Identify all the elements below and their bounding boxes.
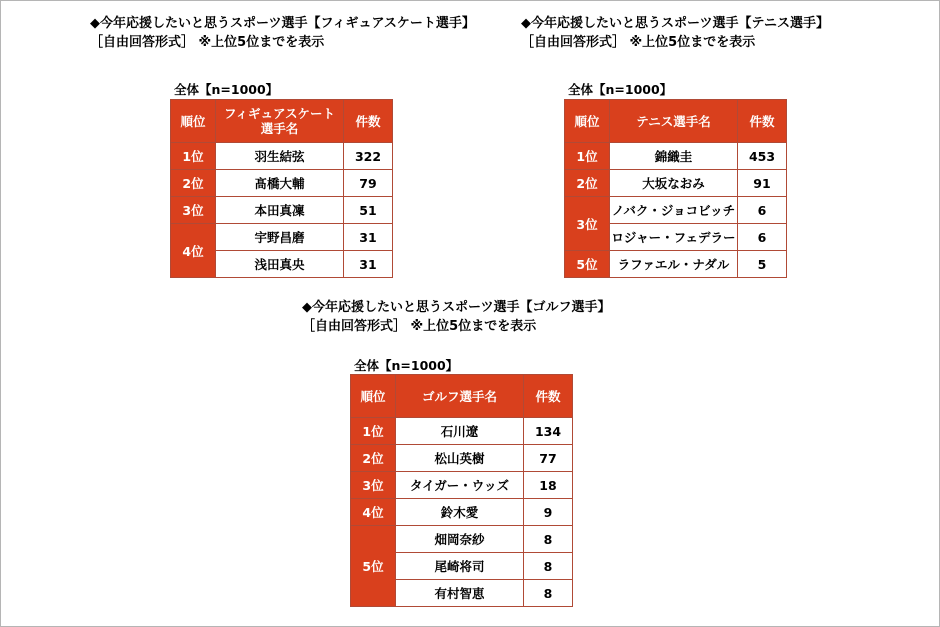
player-name-cell: 大坂なおみ [610,170,738,197]
player-name-cell: 尾崎将司 [396,553,524,580]
count-cell: 18 [524,472,573,499]
rank-header: 順位 [351,375,396,418]
player-name-cell: 本田真凜 [216,197,344,224]
figure-skating-table [170,99,393,278]
rank-cell: 3位 [171,197,216,224]
count-header: 件数 [344,100,393,143]
count-header: 件数 [738,100,787,143]
player-name-cell: 畑岡奈紗 [396,526,524,553]
rank-cell: 1位 [171,143,216,170]
table-header-row [351,375,573,418]
table-header-row [565,100,787,143]
count-cell: 8 [524,553,573,580]
tennis-heading: ◆今年応援したいと思うスポーツ選手【テニス選手】 [521,16,829,31]
count-cell: 8 [524,580,573,607]
table-row [565,251,787,278]
player-name-cell: ロジャー・フェデラー [610,224,738,251]
golf-total: 全体【n=1000】 [354,358,459,373]
tennis-section [521,14,829,52]
table-row [351,472,573,499]
table-row [351,418,573,445]
player-name-header-line1: フィギュアスケート [223,106,335,121]
rank-cell: 1位 [565,143,610,170]
table-row [171,224,393,251]
player-name-header: ゴルフ選手名 [396,375,524,418]
table-row [565,197,787,224]
player-name-cell: 浅田真央 [216,251,344,278]
player-name-cell: 松山英樹 [396,445,524,472]
rank-cell: 5位 [565,251,610,278]
rank-cell: 3位 [565,197,610,251]
golf-table [350,374,573,607]
player-name-cell: 有村智恵 [396,580,524,607]
count-cell: 6 [738,224,787,251]
count-cell: 134 [524,418,573,445]
count-cell: 79 [344,170,393,197]
count-header: 件数 [524,375,573,418]
table-row [171,197,393,224]
figure-skating-subheading: ［自由回答形式］ ※上位5位までを表示 [90,35,325,50]
player-name-cell: 鈴木愛 [396,499,524,526]
rank-cell: 1位 [351,418,396,445]
table-row [171,143,393,170]
table-row [351,445,573,472]
rank-header: 順位 [565,100,610,143]
player-name-header: テニス選手名 [610,100,738,143]
rank-cell: 4位 [351,499,396,526]
rank-cell: 3位 [351,472,396,499]
table-row [351,499,573,526]
table-row [171,170,393,197]
count-cell: 322 [344,143,393,170]
player-name-header [216,100,344,143]
rank-header: 順位 [171,100,216,143]
count-cell: 31 [344,224,393,251]
figure-skating-heading: ◆今年応援したいと思うスポーツ選手【フィギュアスケート選手】 [90,16,475,31]
count-cell: 9 [524,499,573,526]
tennis-subheading: ［自由回答形式］ ※上位5位までを表示 [521,35,756,50]
table-row [565,143,787,170]
player-name-cell: ノバク・ジョコビッチ [610,197,738,224]
player-name-cell: 石川遼 [396,418,524,445]
tennis-table [564,99,787,278]
player-name-cell: 髙橋大輔 [216,170,344,197]
rank-cell: 5位 [351,526,396,607]
table-row [351,526,573,553]
player-name-cell: ラファエル・ナダル [610,251,738,278]
player-name-cell: 宇野昌磨 [216,224,344,251]
golf-heading: ◆今年応援したいと思うスポーツ選手【ゴルフ選手】 [302,300,611,315]
count-cell: 453 [738,143,787,170]
count-cell: 51 [344,197,393,224]
count-cell: 8 [524,526,573,553]
tennis-total: 全体【n=1000】 [568,82,673,97]
table-header-row [171,100,393,143]
count-cell: 77 [524,445,573,472]
player-name-cell: タイガー・ウッズ [396,472,524,499]
golf-subheading: ［自由回答形式］ ※上位5位までを表示 [302,319,537,334]
player-name-cell: 錦織圭 [610,143,738,170]
player-name-header-line2: 選手名 [260,121,299,136]
table-row [565,170,787,197]
rank-cell: 2位 [565,170,610,197]
player-name-cell: 羽生結弦 [216,143,344,170]
rank-cell: 4位 [171,224,216,278]
count-cell: 31 [344,251,393,278]
rank-cell: 2位 [171,170,216,197]
rank-cell: 2位 [351,445,396,472]
figure-skating-total: 全体【n=1000】 [174,82,279,97]
count-cell: 5 [738,251,787,278]
count-cell: 91 [738,170,787,197]
count-cell: 6 [738,197,787,224]
golf-section [302,298,610,336]
figure-skating-section [90,14,475,52]
